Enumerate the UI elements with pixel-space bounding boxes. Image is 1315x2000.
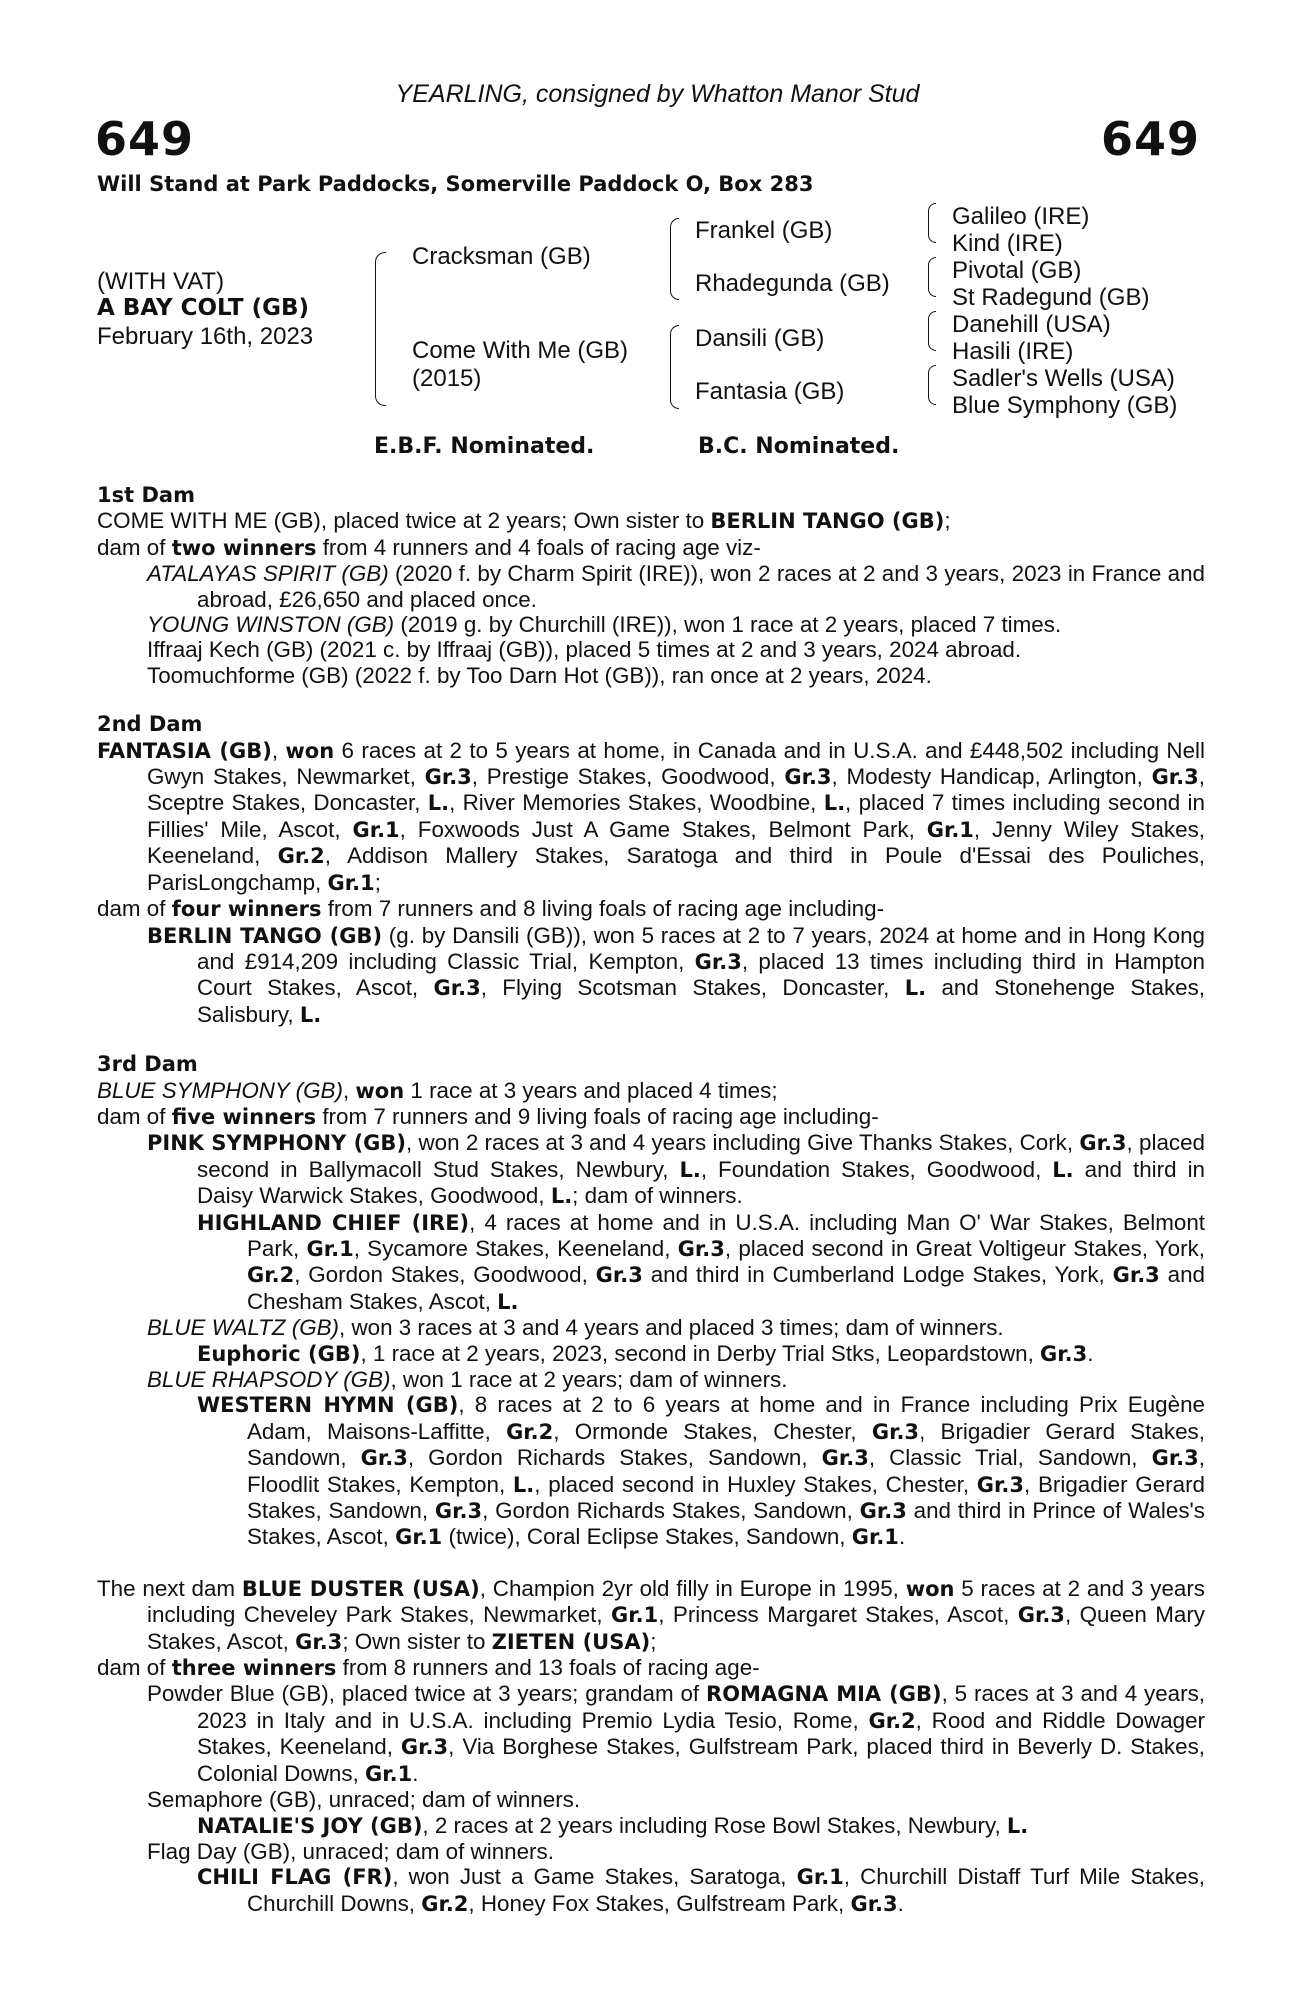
winners-count: three winners: [171, 1656, 337, 1681]
text: Powder Blue (GB), placed twice at 3 years; grandam of: [147, 1681, 707, 1707]
text: , Princess Margaret Stakes, Ascot,: [658, 1602, 1018, 1628]
produce-record: (2020 f. by Charm Spirit (IRE)), won 2 races at 2 and 3 years, 2023 in France and abroad, £26,650 and placed once.: [197, 561, 1206, 612]
text: , Floodlit Stakes, Kempton,: [247, 1445, 1206, 1497]
dam-sire: Dansili (GB): [695, 325, 825, 352]
text: , Sceptre Stakes, Doncaster,: [147, 764, 1205, 816]
text: ; Own sister to: [342, 1628, 492, 1654]
text: , Churchill Distaff Turf Mile Stakes, Churchill Downs,: [247, 1864, 1205, 1916]
text: .: [897, 1890, 904, 1916]
text: (twice), Coral Eclipse Stakes, Sandown,: [442, 1524, 852, 1550]
text: , placed 13 times including third in Hampton Court Stakes, Ascot,: [197, 948, 1205, 1001]
lot-number-right: 649: [1100, 112, 1200, 166]
grand-produce-entry: [97, 1813, 1205, 1839]
text: ; dam of winners.: [572, 1183, 743, 1209]
pedigree-brace-g2: [928, 257, 936, 297]
grand-produce-entry: [97, 1392, 1205, 1550]
text: , 5 races at 3 and 4 years, 2023 in Italy and in U.S.A. including Premio Lydia Tesio, Rome,: [197, 1681, 1205, 1733]
dam-dam: Fantasia (GB): [695, 378, 845, 405]
produce-entry: [97, 561, 1205, 612]
text: dam of: [97, 534, 172, 560]
grade: Gr.3: [434, 1499, 483, 1524]
catalogue-body: [97, 483, 1205, 1917]
gg-5: Danehill (USA): [952, 311, 1111, 338]
produce-entry: [97, 1315, 1205, 1340]
produce-entry: Semaphore (GB), unraced; dam of winners.: [147, 1787, 581, 1813]
black-type-name: BERLIN TANGO (GB): [710, 509, 945, 534]
text: dam of: [97, 1103, 172, 1129]
text: , 4 races at home and in U.S.A. including Man O' War Stakes, Belmont Park,: [247, 1209, 1205, 1261]
text: , Via Borghese Stakes, Gulfstream Park, placed third in Beverly D. Stakes, Colonial Downs,: [197, 1734, 1205, 1786]
text: , Ormonde Stakes, Chester,: [553, 1418, 872, 1444]
produce-name: PINK SYMPHONY (GB): [147, 1131, 407, 1156]
won: won: [905, 1576, 955, 1601]
text: and third in Cumberland Lodge Stakes, York,: [642, 1262, 1113, 1288]
foaling-date: February 16th, 2023: [97, 323, 314, 350]
grade: Gr.3: [360, 1446, 408, 1471]
grand-produce-entry: [97, 1210, 1205, 1316]
text: ;: [650, 1628, 657, 1654]
black-type-name: ZIETEN (USA): [491, 1629, 651, 1654]
text: , Flying Scotsman Stakes, Doncaster,: [480, 975, 905, 1001]
text: , won Just a Game Stakes, Saratoga,: [392, 1864, 797, 1890]
text: , Champion 2yr old filly in Europe in 1995,: [479, 1575, 906, 1601]
grade: L.: [497, 1289, 519, 1314]
produce-name: BLUE RHAPSODY (GB): [147, 1367, 391, 1392]
pedigree-brace-sire: [670, 218, 679, 300]
produce-entry: [97, 612, 1205, 637]
text: , won 2 races at 3 and 4 years including Give Thanks Stakes, Cork,: [406, 1130, 1080, 1156]
grade: Gr.3: [821, 1446, 869, 1471]
text: , Addison Mallery Stakes, Saratoga and third in Poule d'Essai des Pouliches, ParisLongchamp,: [147, 843, 1205, 895]
gg-3: Pivotal (GB): [952, 257, 1082, 284]
text: , Queen Mary Stakes, Ascot,: [147, 1602, 1206, 1654]
text: dam of: [97, 1655, 172, 1681]
produce-entry: Iffraaj Kech (GB) (2021 c. by Iffraaj (GB)), placed 5 times at 2 and 3 years, 2024 abroad.: [147, 637, 1022, 663]
grade: Gr.3: [1112, 1263, 1160, 1288]
first-dam-summary: [97, 508, 1205, 534]
pedigree-brace-dam: [670, 325, 679, 409]
produce-name: BLUE WALTZ (GB): [147, 1315, 340, 1341]
grade: Gr.3: [850, 1891, 898, 1916]
grade: Gr.3: [295, 1629, 343, 1654]
text: , Honey Fox Stakes, Gulfstream Park,: [468, 1890, 851, 1916]
text: , Jenny Wiley Stakes, Keeneland,: [147, 816, 1205, 869]
produce-entry: Toomuchforme (GB) (2022 f. by Too Darn Hot (GB)), ran once at 2 years, 2024.: [147, 662, 932, 688]
grade: Gr.3: [694, 949, 742, 974]
produce-name: Euphoric (GB): [197, 1341, 361, 1366]
third-dam-produce-line: [97, 1104, 1205, 1130]
grade: L.: [679, 1157, 701, 1182]
grade: L.: [904, 976, 927, 1001]
grade: Gr.1: [306, 1236, 354, 1261]
text: , placed second in Great Voltigeur Stakes, York,: [724, 1235, 1205, 1261]
grade: Gr.1: [352, 817, 400, 842]
pedigree-brace-g3: [928, 311, 936, 351]
text: , Prestige Stakes, Goodwood,: [471, 764, 785, 790]
grade: Gr.3: [1151, 765, 1199, 790]
dam-year: (2015): [412, 365, 482, 392]
lot-number-left: 649: [95, 112, 195, 166]
grade: L.: [299, 1002, 322, 1027]
second-dam-record: [97, 738, 1205, 896]
gg-4: St Radegund (GB): [952, 284, 1150, 311]
grade: Gr.1: [796, 1865, 844, 1890]
text: The next dam: [97, 1575, 242, 1601]
produce-entry: [97, 923, 1205, 1029]
grade: Gr.3: [595, 1263, 643, 1288]
gg-7: Sadler's Wells (USA): [952, 365, 1175, 392]
grade: Gr.3: [859, 1499, 907, 1524]
spacer: [97, 1551, 1205, 1576]
text: and third in Prince of Wales's Stakes, Ascot,: [247, 1498, 1205, 1550]
first-dam-heading: 1st Dam: [97, 483, 195, 507]
grade: Gr.3: [1040, 1341, 1088, 1366]
grade: Gr.1: [395, 1525, 443, 1550]
text: , Classic Trial, Sandown,: [868, 1445, 1152, 1471]
won: won: [355, 1078, 405, 1103]
text: from 4 runners and 4 foals of racing age viz-: [316, 534, 761, 560]
grade: Gr.3: [871, 1419, 920, 1444]
pedigree-brace-g4: [928, 365, 936, 405]
third-dam-heading: 3rd Dam: [97, 1052, 198, 1077]
second-dam-produce-line: [97, 896, 1205, 922]
grade: Gr.2: [506, 1419, 554, 1444]
winners-count: five winners: [171, 1104, 317, 1129]
grade: Gr.2: [277, 844, 325, 869]
text: , River Memories Stakes, Woodbine,: [449, 790, 824, 816]
stand-location: Will Stand at Park Paddocks, Somerville Paddock O, Box 283: [97, 172, 814, 196]
text: .: [1087, 1340, 1094, 1366]
pedigree-brace-main: [375, 252, 386, 406]
grade: L.: [550, 1184, 573, 1209]
vat-note: (WITH VAT): [97, 268, 225, 295]
text: and third in Daisy Warwick Stakes, Goodwood,: [197, 1156, 1205, 1209]
text: from 7 runners and 8 living foals of racing age including-: [321, 896, 885, 922]
consignment-line: YEARLING, consigned by Whatton Manor Stud: [395, 80, 920, 108]
grade: Gr.2: [421, 1891, 469, 1916]
text: .: [898, 1524, 906, 1550]
second-dam-heading: 2nd Dam: [97, 712, 203, 737]
grade: Gr.3: [677, 1236, 725, 1261]
grand-produce-entry: [97, 1864, 1205, 1917]
pedigree-brace-g1: [928, 203, 936, 243]
grade: Gr.3: [1017, 1603, 1065, 1628]
text: , Brigadier Gerard Stakes, Sandown,: [247, 1418, 1205, 1471]
text: and Chesham Stakes, Ascot,: [247, 1262, 1205, 1314]
grade: Gr.2: [247, 1263, 295, 1288]
text: , Gordon Richards Stakes, Sandown,: [407, 1445, 822, 1471]
produce-entry: Flag Day (GB), unraced; dam of winners.: [147, 1838, 554, 1864]
text: ;: [374, 869, 381, 895]
text: 1 race at 3 years and placed 4 times;: [404, 1077, 778, 1103]
text: , placed second in Huxley Stakes, Chester,: [534, 1471, 977, 1497]
grade: L.: [512, 1472, 535, 1497]
grade: L.: [823, 791, 846, 816]
grade: Gr.2: [868, 1708, 916, 1733]
dam-name: BLUE DUSTER (USA): [241, 1576, 480, 1601]
text: dam of: [97, 896, 172, 922]
text: , Modesty Handicap, Arlington,: [831, 764, 1152, 790]
next-dam-produce-line: [97, 1655, 1205, 1681]
grade: Gr.3: [1151, 1446, 1199, 1471]
grade: Gr.3: [1079, 1131, 1127, 1156]
text: from 7 runners and 9 living foals of racing age including-: [316, 1103, 879, 1129]
produce-entry: [97, 1130, 1205, 1209]
grade: L.: [427, 791, 450, 816]
grade: Gr.1: [365, 1761, 413, 1786]
text: , placed 7 times including second in Fillies' Mile, Ascot,: [147, 790, 1205, 842]
sire-name: Cracksman (GB): [412, 243, 591, 270]
grade: Gr.1: [327, 870, 375, 895]
produce-name: BERLIN TANGO (GB): [147, 923, 383, 948]
gg-6: Hasili (IRE): [952, 338, 1074, 365]
text: , Foundation Stakes, Goodwood,: [700, 1156, 1053, 1182]
produce-name: ATALAYAS SPIRIT (GB): [147, 561, 389, 587]
dam-name: FANTASIA (GB): [97, 738, 272, 763]
sire-sire: Frankel (GB): [695, 217, 833, 244]
grade: Gr.3: [976, 1472, 1024, 1497]
text: , Brigadier Gerard Stakes, Sandown,: [247, 1471, 1205, 1524]
produce-record: (2019 g. by Churchill (IRE)), won 1 race at 2 years, placed 7 times.: [394, 612, 1062, 638]
produce-name: CHILI FLAG (FR): [197, 1865, 393, 1890]
grade: Gr.1: [926, 817, 974, 842]
gg-1: Galileo (IRE): [952, 203, 1090, 230]
text: , won 1 race at 2 years; dam of winners.: [390, 1367, 788, 1392]
text: 6 races at 2 to 5 years at home, in Canada and in U.S.A. and £448,502 including Nell Gwyn Stakes, Newmarket,: [147, 737, 1205, 790]
next-dam-record: [97, 1576, 1205, 1655]
gg-2: Kind (IRE): [952, 230, 1063, 257]
text: (g. by Dansili (GB)), won 5 races at 2 to 7 years, 2024 at home and in Hong Kong and £914,209 including Classic Trial, Kempton,: [197, 922, 1205, 974]
text: , Rood and Riddle Dowager Stakes, Keeneland,: [197, 1707, 1206, 1760]
text: ,: [271, 737, 286, 763]
produce-name: ROMAGNA MIA (GB): [706, 1682, 942, 1707]
punct: ;: [944, 508, 951, 534]
grade: Gr.1: [851, 1525, 899, 1550]
text: 5 races at 2 and 3 years including Cheveley Park Stakes, Newmarket,: [147, 1575, 1205, 1628]
third-dam-record: [97, 1078, 1205, 1104]
grade: L.: [1052, 1157, 1074, 1182]
text: , 8 races at 2 to 6 years at home and in France including Prix Eugène Adam, Maisons-Laffitte,: [247, 1392, 1205, 1444]
text: , Gordon Richards Stakes, Sandown,: [482, 1498, 860, 1524]
produce-name: WESTERN HYMN (GB): [197, 1393, 459, 1418]
text: ,: [342, 1077, 356, 1103]
produce-name: YOUNG WINSTON (GB): [147, 612, 395, 638]
text: , won 3 races at 3 and 4 years and placed 3 times; dam of winners.: [339, 1315, 1004, 1341]
text: , 1 race at 2 years, 2023, second in Derby Trial Stks, Leopardstown,: [360, 1340, 1041, 1366]
produce-name: NATALIE'S JOY (GB): [197, 1813, 423, 1838]
grade: Gr.1: [611, 1603, 659, 1628]
gg-8: Blue Symphony (GB): [952, 392, 1178, 419]
grand-produce-entry: [97, 1341, 1205, 1367]
produce-name: HIGHLAND CHIEF (IRE): [197, 1210, 470, 1235]
text: .: [412, 1760, 419, 1786]
won: won: [285, 738, 335, 763]
first-dam-text: COME WITH ME (GB), placed twice at 2 years; Own sister to: [97, 508, 711, 534]
grade: Gr.3: [433, 976, 481, 1001]
ebf-nominated: E.B.F. Nominated.: [374, 434, 595, 459]
horse-name: A BAY COLT (GB): [97, 295, 310, 321]
winners-count: four winners: [171, 897, 322, 922]
dam-name: Come With Me (GB): [412, 337, 629, 364]
produce-entry: [97, 1681, 1205, 1787]
text: , 2 races at 2 years including Rose Bowl Stakes, Newbury,: [422, 1812, 1007, 1838]
winners-count: two winners: [171, 535, 317, 560]
text: , Gordon Stakes, Goodwood,: [294, 1262, 596, 1288]
text: , placed second in Ballymacoll Stud Stakes, Newbury,: [197, 1130, 1205, 1182]
text: , Foxwoods Just A Game Stakes, Belmont Park,: [399, 816, 927, 842]
first-dam-produce-line: [97, 535, 1205, 561]
bc-nominated: B.C. Nominated.: [698, 434, 900, 459]
text: and Stonehenge Stakes, Salisbury,: [197, 975, 1206, 1027]
dam-name: BLUE SYMPHONY (GB): [97, 1077, 343, 1103]
grade: L.: [1006, 1813, 1029, 1838]
grade: Gr.3: [424, 765, 472, 790]
grade: Gr.3: [784, 765, 832, 790]
produce-entry: [97, 1367, 1205, 1392]
sire-dam: Rhadegunda (GB): [695, 270, 890, 297]
grade: Gr.3: [400, 1735, 449, 1760]
text: from 8 runners and 13 foals of racing age-: [336, 1655, 760, 1681]
text: , Sycamore Stakes, Keeneland,: [353, 1235, 678, 1261]
